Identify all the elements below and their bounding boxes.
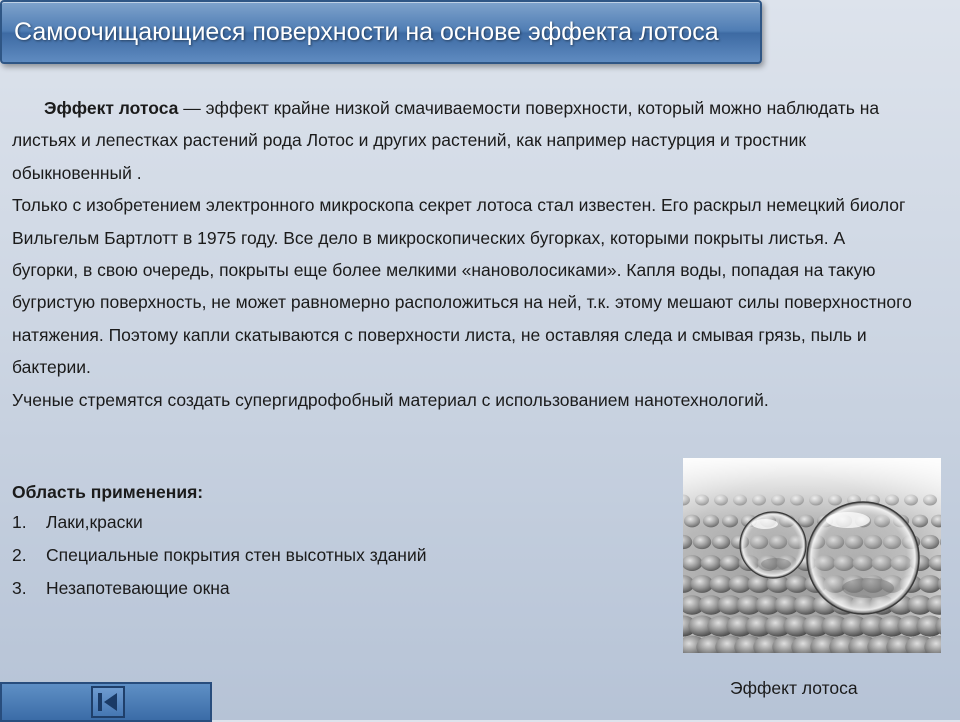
slide-title-bar xyxy=(0,0,762,64)
applications-item xyxy=(12,508,427,541)
lotus-effect-photo xyxy=(683,458,941,653)
slide-title: Самоочищающиеся поверхности на основе эффекта лотоса xyxy=(14,18,719,47)
intro-research-paragraph: Ученые стремятся создать супергидрофобный материал с использованием нанотехнологий. xyxy=(12,384,912,416)
applications-item-label: Специальные покрытия стен высотных зданий xyxy=(46,541,427,574)
applications-list xyxy=(12,508,427,607)
intro-history-paragraph: Только с изобретением электронного микроскопа секрет лотоса стал известен. Его раскрыл немецкий биолог Вильгельм Бартлотт в 1975 году. Все дело в микроскопических бугорках, которыми покрыты листья. А бугорки, в свою очередь, покрыты еще более мелкими «нановолосиками». Капля воды, попадая на такую бугристую поверхность, не может равномерно расположиться на ней, т.к. этому мешают силы поверхностного натяжения. Поэтому капли скатываются с поверхности листа, не оставляя следа и смывая грязь, пыль и бактерии. xyxy=(12,189,912,383)
photo-caption: Эффект лотоса xyxy=(730,674,858,702)
applications-item xyxy=(12,574,427,607)
lotus-effect-term: Эффект лотоса xyxy=(44,98,178,118)
navigation-bar xyxy=(0,682,212,722)
intro-definition-paragraph xyxy=(12,92,912,189)
applications-item-number: 2. xyxy=(12,541,46,574)
applications-item-number: 1. xyxy=(12,508,46,541)
intro-text xyxy=(12,92,912,416)
applications-item xyxy=(12,541,427,574)
lotus-effect-definition: — эффект крайне низкой смачиваемости поверхности, который можно наблюдать на листьях и лепестках растений рода Лотос и других растений, как например настурция и тростник обыкновенный . xyxy=(12,98,879,183)
applications-item-label: Незапотевающие окна xyxy=(46,574,230,607)
back-to-start-button[interactable] xyxy=(91,686,125,718)
applications-heading: Область применения: xyxy=(12,478,203,506)
applications-item-number: 3. xyxy=(12,574,46,607)
back-to-start-icon xyxy=(93,688,123,716)
applications-item-label: Лаки,краски xyxy=(46,508,143,541)
